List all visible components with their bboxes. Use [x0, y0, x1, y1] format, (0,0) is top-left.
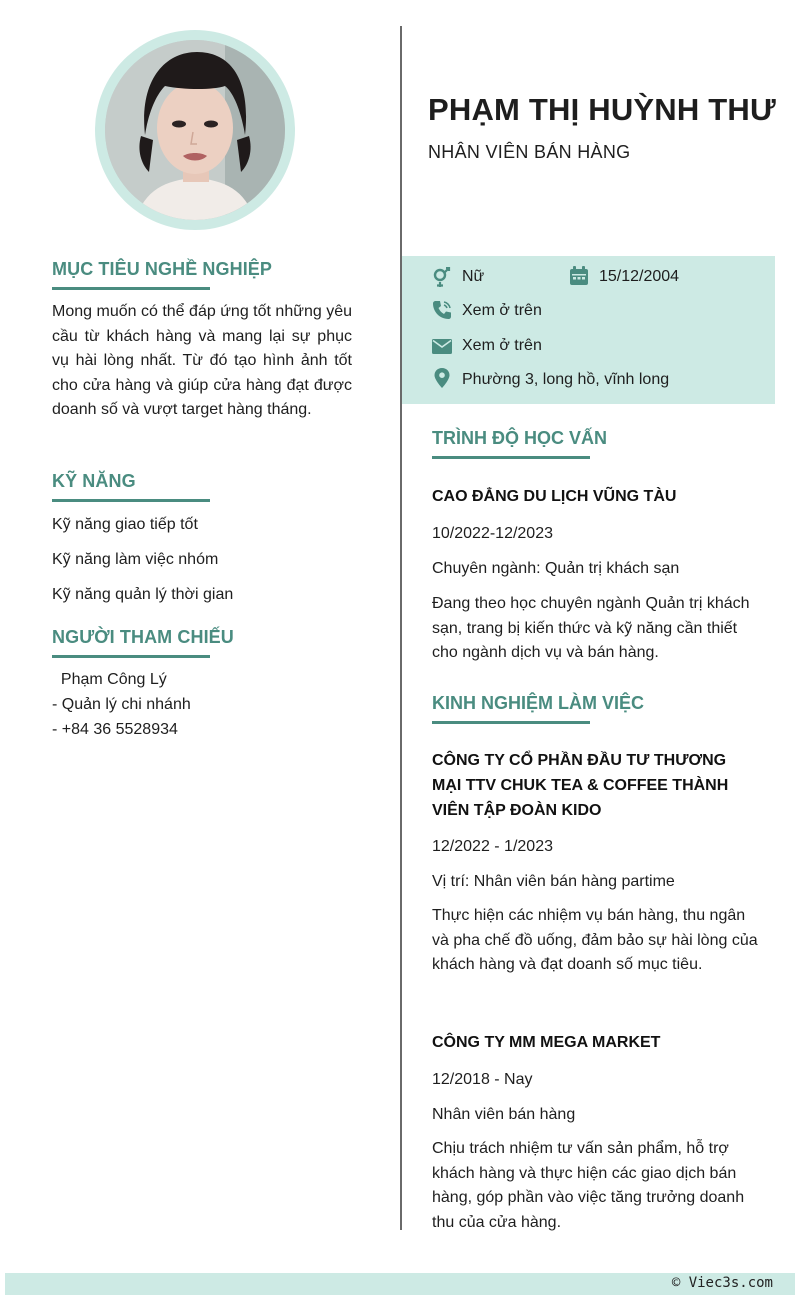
birthday-value: 15/12/2004 [599, 268, 680, 285]
education-period: 10/2022-12/2023 [432, 525, 553, 542]
job-role: Vị trí: Nhân viên bán hàng partime [432, 873, 675, 890]
job-description: Thực hiện các nhiệm vụ bán hàng, thu ngân và pha chế đồ uống, đảm bảo sự hài lòng của khách hàng và đạt doanh số mục tiêu. [432, 907, 758, 974]
phone-value: Xem ở trên [462, 302, 542, 319]
job-description: Chịu trách nhiệm tư vấn sản phẩm, hỗ trợ khách hàng và thực hiện các giao dịch bán hàng, góp phần vào việc tăng trưởng doanh thu của cửa hàng. [432, 1140, 745, 1232]
email-icon [432, 336, 452, 356]
skill-item: Kỹ năng làm việc nhóm [52, 551, 219, 568]
address-value: Phường 3, long hồ, vĩnh long [462, 371, 670, 388]
avatar [105, 40, 285, 220]
education-school: CAO ĐẲNG DU LỊCH VŨNG TÀU [432, 488, 677, 505]
skills-title: KỸ NĂNG [52, 471, 136, 491]
contact-box [402, 256, 775, 404]
gender-icon [432, 267, 452, 287]
reference-phone: - +84 36 5528934 [52, 721, 178, 738]
location-pin-icon [432, 368, 452, 388]
job-company: CÔNG TY MM MEGA MARKET [432, 1034, 661, 1051]
phone-icon [432, 300, 452, 320]
education-description: Đang theo học chuyên ngành Quản trị khách sạn, trang bị kiến thức và kỹ năng cần thiết cho ngành dịch vụ và bán hàng. [432, 595, 750, 662]
job-period: 12/2018 - Nay [432, 1071, 533, 1088]
avatar-frame [95, 30, 295, 230]
calendar-icon [569, 266, 589, 286]
candidate-name: PHẠM THỊ HUỲNH THƯ [428, 92, 776, 127]
education-major: Chuyên ngành: Quản trị khách sạn [432, 560, 680, 577]
education-title: TRÌNH ĐỘ HỌC VẤN [432, 428, 607, 448]
experience-title: KINH NGHIỆM LÀM VIỆC [432, 693, 645, 713]
skill-item: Kỹ năng quản lý thời gian [52, 586, 234, 603]
objective-text: Mong muốn có thể đáp ứng tốt những yêu cầu từ khách hàng và mang lại sự phục vụ hài lòng nhất. Từ đó tạo hình ảnh tốt cho cửa hàng và giúp cửa hàng đạt được doanh số và vượt target hàng tháng. [52, 303, 352, 418]
skill-item: Kỹ năng giao tiếp tốt [52, 516, 198, 533]
footer-credit[interactable]: © Viec3s.com [671, 1275, 773, 1291]
footer-bar [5, 1273, 795, 1295]
candidate-position: NHÂN VIÊN BÁN HÀNG [428, 142, 631, 162]
reference-role: - Quản lý chi nhánh [52, 696, 191, 713]
references-title: NGƯỜI THAM CHIẾU [52, 627, 234, 647]
job-role: Nhân viên bán hàng [432, 1106, 576, 1123]
job-company: CÔNG TY CỔ PHẦN ĐẦU TƯ THƯƠNG MẠI TTV CHUK TEA & COFFEE THÀNH VIÊN TẬP ĐOÀN KIDO [432, 752, 729, 819]
column-divider [400, 26, 402, 1230]
email-value: Xem ở trên [462, 337, 542, 354]
gender-value: Nữ [462, 268, 485, 285]
objective-title: MỤC TIÊU NGHỀ NGHIỆP [52, 259, 273, 279]
reference-name: Phạm Công Lý [52, 671, 167, 688]
job-period: 12/2022 - 1/2023 [432, 838, 553, 855]
